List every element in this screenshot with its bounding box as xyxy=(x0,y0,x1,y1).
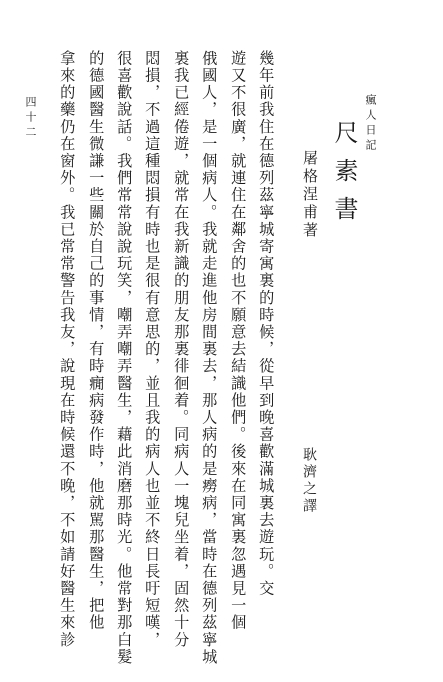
body-column-2: 遊又不很廣，就連住在鄰舍的也不願意去結識他們。後來在同寓裏忽遇見一個 xyxy=(229,50,248,632)
body-column-8: 拿來的藥仍在窗外。我已常常警告我友，說現在時候還不晚，不如請好醫生來診 xyxy=(58,50,77,649)
body-column-1: 幾年前我住在德列茲寧城寄寓裏的時候，從早到晚喜歡滿城裏去遊玩。交 xyxy=(257,50,276,598)
story-title: 尺素書 xyxy=(330,120,358,234)
body-column-5: 悶損，不過這種悶損有時也是很有意思的，並且我的病人也並不終日長吁短嘆， xyxy=(143,50,162,649)
body-column-3: 俄國人，是一個病人。我就走進他房間裏去，那人病的是癆病，當時在德列茲寧城 xyxy=(200,50,219,666)
author-line: 屠格涅甫著 xyxy=(301,150,319,240)
running-title: 瘋人日記 xyxy=(364,94,377,154)
body-column-6: 很喜歡說話。我們常常說說玩笑，嘲弄嘲弄醫生，藉此消磨那時光。他常對那白髮 xyxy=(115,50,134,666)
body-column-7: 的德國醫生微謙一些關於自己的事情，有時癇病發作時，他就駡那醫生，把他 xyxy=(87,50,106,632)
body-column-4: 裏我已經倦遊，就常在我新識的朋友那裏徘徊着。同病人一塊兒坐着，固然十分 xyxy=(172,50,191,649)
translator-line: 耿濟之譯 xyxy=(301,447,317,515)
page-number: 四十二 xyxy=(24,96,37,141)
